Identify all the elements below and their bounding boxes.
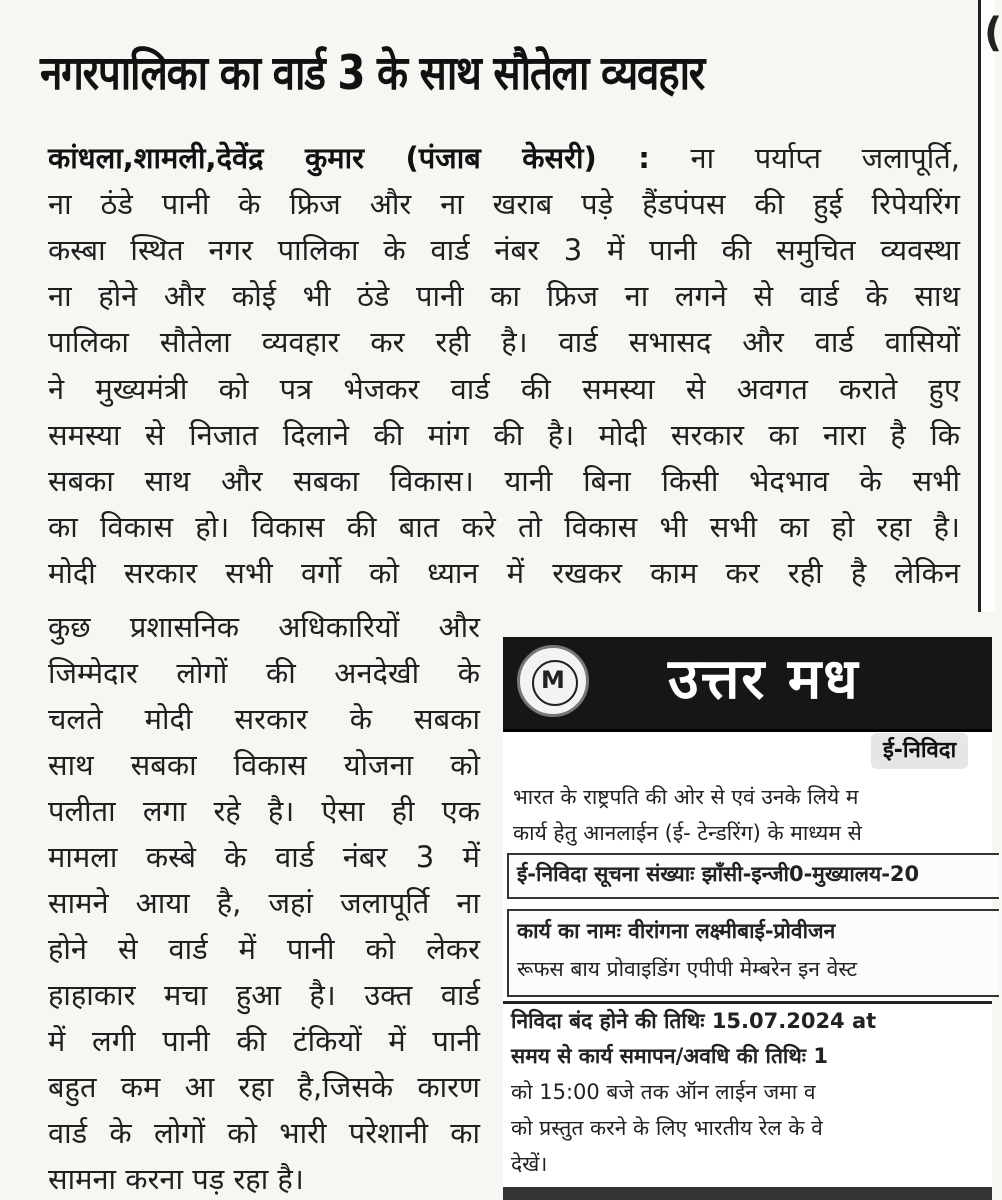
article-line: सामना करना पड़ रहा है। — [48, 1162, 304, 1196]
article-line: बहुत कम आ रहा है,जिसके कारण — [48, 1070, 480, 1104]
ad-notice-number-box — [507, 853, 999, 899]
article-line: हाहाकार मचा हुआ है। उक्त वार्ड — [48, 978, 480, 1012]
adjacent-column-glyph: ( — [984, 10, 1002, 56]
emblem-glyph: M — [541, 666, 565, 694]
ad-work-line: रूफस बाय प्रोवाइडिंग एपीपी मेम्बरेन इन वेस्ट — [517, 957, 858, 981]
railway-emblem-icon — [517, 645, 589, 717]
ad-subtitle-badge: ई-निविदा — [871, 733, 968, 769]
article-line: कस्बा स्थित नगर पालिका के वार्ड नंबर 3 में पानी की समुचित व्यवस्था — [48, 233, 960, 267]
article-line: साथ सबका विकास योजना को — [48, 748, 480, 782]
article-headline: नगरपालिका का वार्ड 3 के साथ सौतेला व्यवहार — [40, 46, 704, 101]
ad-title: उत्तर मध — [668, 647, 860, 712]
article-line: मामला कस्बे के वार्ड नंबर 3 में — [48, 840, 480, 874]
ad-work-line: कार्य का नामः वीरांगना लक्ष्मीबाई-प्रोवीजन — [517, 919, 836, 943]
article-dateline: कांधला,शामली,देवेंद्र कुमार (पंजाब केसरी) : — [48, 141, 650, 175]
article-line: ना ठंडे पानी के फ्रिज और ना खराब पड़े हैंडपंपस की हुई रिपेयरिंग — [48, 187, 960, 221]
article-line: सबका साथ और सबका विकास। यानी बिना किसी भेदभाव के सभी — [48, 464, 960, 498]
article-line: का विकास हो। विकास की बात करे तो विकास भी सभी का हो रहा है। — [48, 510, 960, 544]
article-line: समस्या से निजात दिलाने की मांग की है। मोदी सरकार का नारा है कि — [48, 418, 960, 452]
article-line: चलते मोदी सरकार के सबका — [48, 702, 480, 736]
railway-tender-ad — [503, 637, 992, 1200]
article-line: पालिका सौतेला व्यवहार कर रही है। वार्ड सभासद और वार्ड वासियों — [48, 325, 960, 359]
ad-detail-line: को 15:00 बजे तक ऑन लाईन जमा व — [511, 1080, 816, 1104]
ad-header — [503, 637, 992, 732]
article-line: सामने आया है, जहां जलापूर्ति ना — [48, 886, 480, 920]
ad-detail-line: समय से कार्य समापन/अवधि की तिथिः 1 — [511, 1044, 828, 1068]
article-line: में लगी पानी की टंकियों में पानी — [48, 1024, 480, 1058]
ad-detail-line: देखें। — [511, 1152, 548, 1176]
article-line: कुछ प्रशासनिक अधिकारियों और — [48, 610, 480, 644]
article-line — [48, 141, 960, 175]
ad-paragraph-line: कार्य हेतु आनलाईन (ई- टेन्डरिंग) के माध्यम से — [513, 821, 862, 845]
article-line: ने मुख्यमंत्री को पत्र भेजकर वार्ड की समस्या से अवगत कराते हुए — [48, 372, 960, 406]
ad-divider — [503, 1001, 992, 1004]
article-line-text: ना पर्याप्त जलापूर्ति, — [690, 141, 961, 175]
ad-paragraph-line: भारत के राष्ट्रपति की ओर से एवं उनके लिये म — [513, 785, 859, 809]
article-line: वार्ड के लोगों को भारी परेशानी का — [48, 1116, 480, 1150]
ad-detail-line: को प्रस्तुत करने के लिए भारतीय रेल के वे — [511, 1116, 823, 1140]
ad-work-name-box — [507, 909, 999, 997]
adjacent-column-edge — [978, 0, 1002, 612]
article-line: होने से वार्ड में पानी को लेकर — [48, 932, 480, 966]
ad-notice-number: ई-निविदा सूचना संख्याः झाँसी-इन्जी0-मुख्यालय-20 — [517, 862, 920, 886]
ad-detail-line: निविदा बंद होने की तिथिः 15.07.2024 at — [511, 1009, 877, 1033]
article-line: पलीता लगा रहे है। ऐसा ही एक — [48, 794, 480, 828]
article-line: मोदी सरकार सभी वर्गो को ध्यान में रखकर काम कर रही है लेकिन — [48, 556, 960, 590]
ad-bottom-bar — [503, 1187, 992, 1200]
article-line: ना होने और कोई भी ठंडे पानी का फ्रिज ना लगने से वार्ड के साथ — [48, 279, 960, 313]
article-line: जिम्मेदार लोगों की अनदेखी के — [48, 656, 480, 690]
